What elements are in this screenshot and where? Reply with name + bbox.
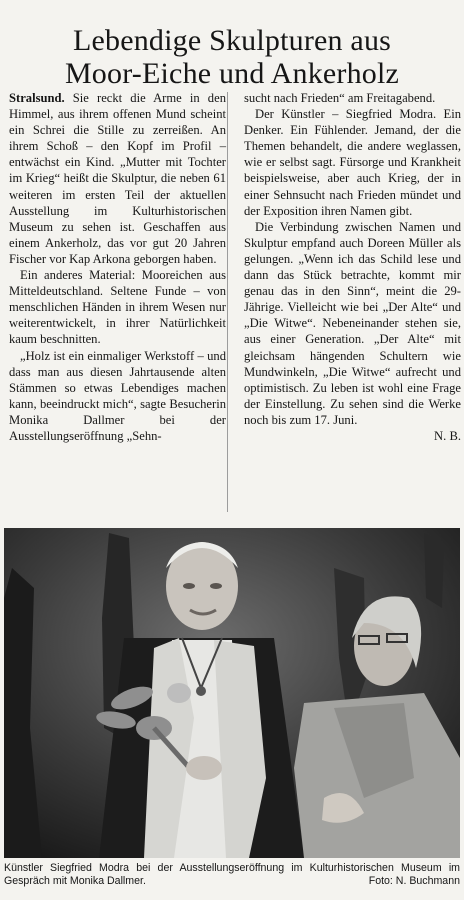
photo-credit: Foto: N. Buchmann: [368, 875, 460, 887]
article-column-left: [9, 90, 226, 444]
headline: [0, 24, 464, 90]
paragraph-1: [9, 90, 226, 267]
paragraph-1-text: Sie reckt die Arme in den Himmel, aus ihrem offenen Mund scheint ein Schrei die Stille zu zerreißen. An ihrem Schoß – den Kopf im Profil – entwächst ein Kind. „Mutter mit Tochter im Krieg“ heißt die Skulptur, die neben 61 weiteren im ersten Teil der aktuellen Ausstellung im Kulturhistorischen Museum zu sehen ist. Geschaffen aus einem Ankerholz, das vor gut 20 Jahren Fischer vor Kap Arkona geborgen haben.: [9, 91, 226, 266]
headline-line-2: Moor-Eiche und Ankerholz: [64, 57, 400, 91]
caption-text: Künstler Siegfried Modra bei der Ausstellungseröffnung im Kulturhistorischen Museum im Gespräch mit Monika Dallmer.: [4, 862, 460, 887]
paragraph-5: Der Künstler – Siegfried Modra. Ein Denker. Ein Fühlender. Jemand, der die Themen behandelt, die andere weglassen, wie er selbst sagt. Fürsorge und Krankheit beispielsweise, aber auch Krieg, der in einer Sehnsucht nach Frieden mündet und der Exposition ihren Namen gibt.: [244, 107, 461, 218]
paragraph-6-text: Die Verbindung zwischen Namen und Skulptur empfand auch Doreen Müller als gelungen. „Wenn ich das Schild lese und dann das Stück betrachte, kommt mir genau das in den Sinn“, meint die 29-Jährige. Vielleicht wie bei „Der Alte“ und „Die Witwe“. Nebeneinander stehen sie, aus einer Generation. „Der Alte“ mit gleichsam hängenden Schultern wie Mundwinkeln, „Die Witwe“ aufrecht und optimistisch. Zu leben ist wohl eine Frage der Einstellung. Zu sehen sind die Werke noch bis zum 17. Juni.: [244, 219, 461, 427]
photo-caption: [4, 862, 460, 888]
article-column-right: [244, 90, 461, 444]
column-divider: [227, 92, 228, 512]
article-body: [9, 90, 461, 515]
paragraph-6: [244, 219, 461, 444]
dateline: Stralsund.: [9, 91, 65, 105]
photo-illustration: [4, 528, 460, 858]
paragraph-4: sucht nach Frieden“ am Freitagabend.: [244, 91, 436, 105]
paragraph-3: „Holz ist ein einmaliger Werkstoff – und dass man aus diesen Jahrtausende alten Stämmen so etwas Lebendiges machen kann, beeindruckt mich“, sagte Besucherin Monika Dallmer bei der Ausstellungseröffnung „Sehn-: [9, 348, 226, 443]
author-initials: N. B.: [434, 428, 461, 443]
article-photo: [4, 528, 460, 858]
headline-line-1: Lebendige Skulpturen aus: [72, 24, 392, 58]
paragraph-2: Ein anderes Material: Mooreichen aus Mitteldeutschland. Seltene Funde – von menschlichen Händen in ihrem Wesen nur weiterentwickelt, in ihrer Natürlichkeit kaum beschnitten.: [9, 268, 226, 347]
